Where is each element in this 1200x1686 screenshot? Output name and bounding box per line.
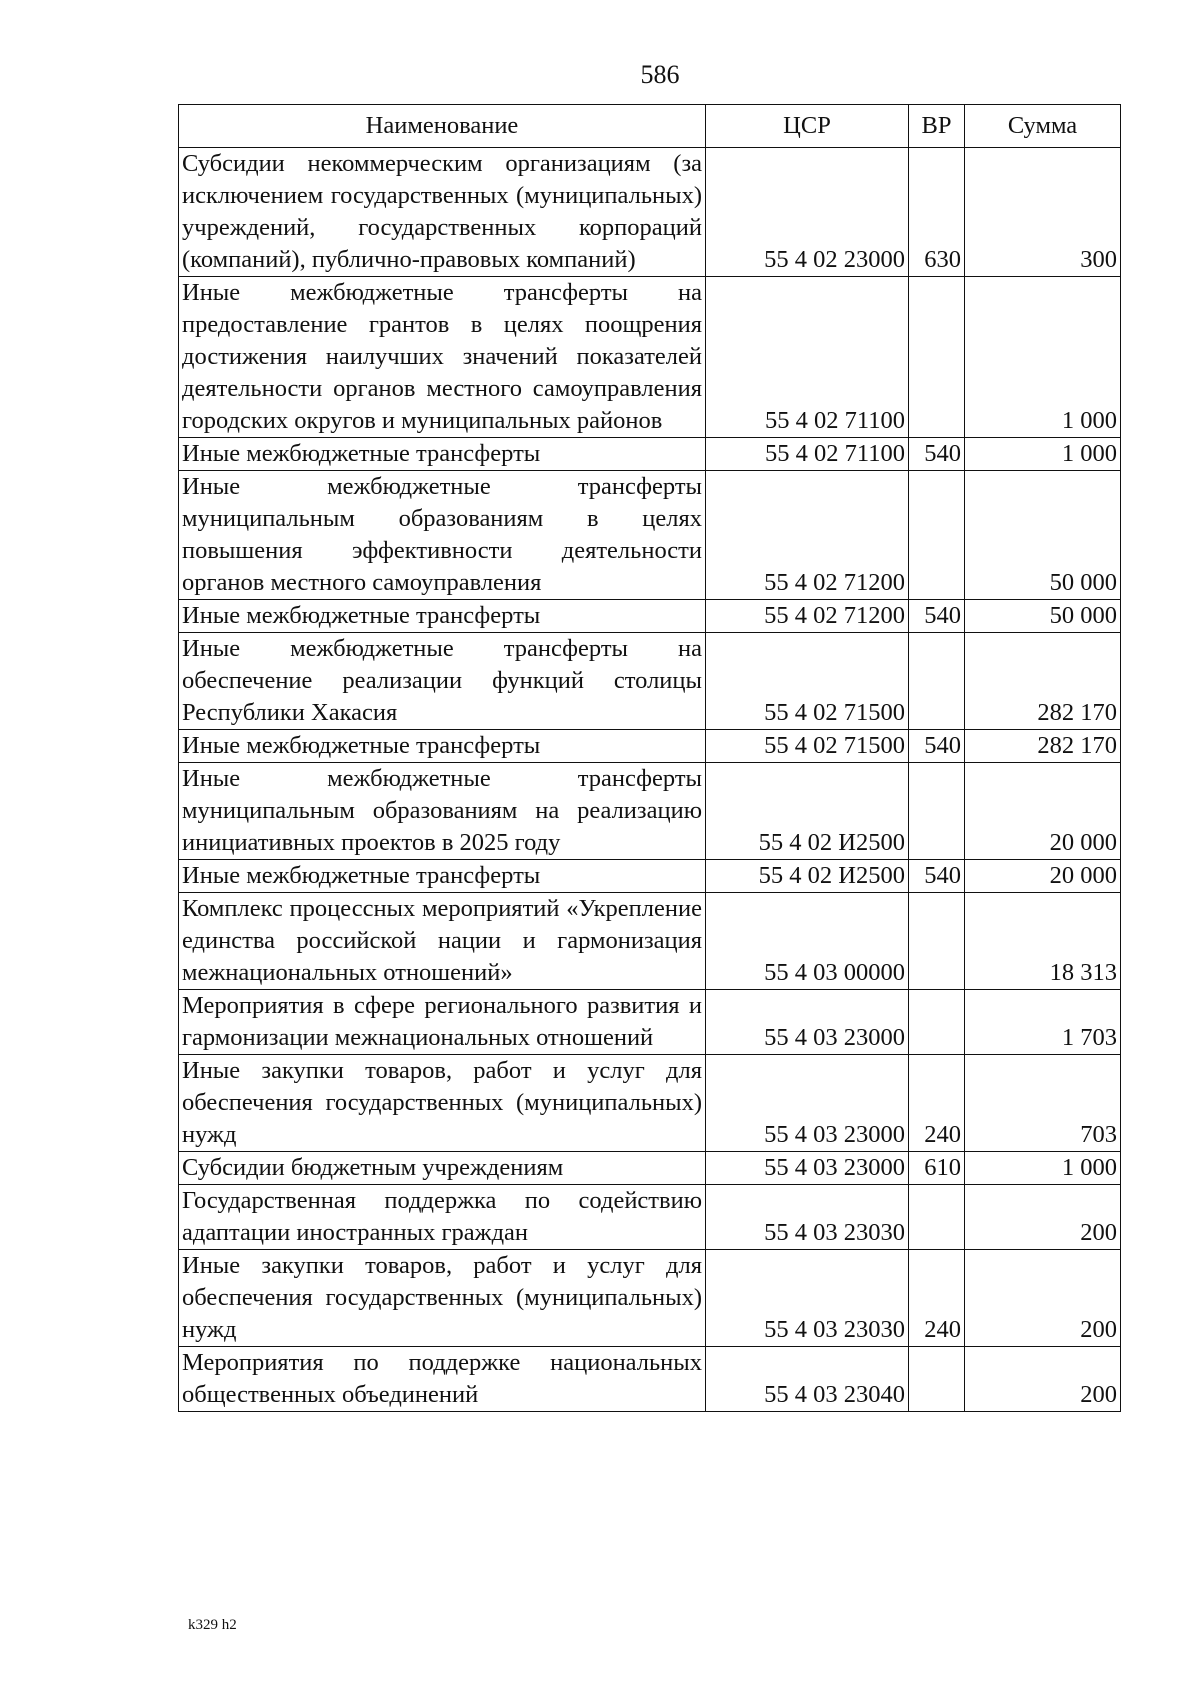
- column-header-csr: ЦСР: [706, 105, 909, 148]
- table-row: [179, 633, 1121, 730]
- table-row: [179, 471, 1121, 600]
- row-sum: 703: [965, 1055, 1121, 1152]
- row-sum: 1 000: [965, 1152, 1121, 1185]
- row-csr: 55 4 03 23000: [706, 990, 909, 1055]
- row-name: Субсидии бюджетным учреждениям: [179, 1152, 706, 1185]
- page-number: 586: [640, 60, 680, 89]
- column-header-name: Наименование: [179, 105, 706, 148]
- table-header-row: [179, 105, 1121, 148]
- row-vr: [909, 471, 965, 600]
- table-row: [179, 893, 1121, 990]
- row-name: Иные межбюджетные трансферты: [179, 730, 706, 763]
- row-vr: [909, 277, 965, 438]
- table-row: [179, 148, 1121, 277]
- table-row: [179, 438, 1121, 471]
- table-row: [179, 1347, 1121, 1412]
- row-name: Иные межбюджетные трансферты муниципальным образованиям в целях повышения эффективности деятельности органов местного самоуправления: [179, 471, 706, 600]
- row-csr: 55 4 02 71100: [706, 277, 909, 438]
- row-csr: 55 4 02 71200: [706, 471, 909, 600]
- row-name: Иные межбюджетные трансферты на обеспечение реализации функций столицы Республики Хакасия: [179, 633, 706, 730]
- table-row: [179, 763, 1121, 860]
- row-name: Иные закупки товаров, работ и услуг для обеспечения государственных (муниципальных) нужд: [179, 1250, 706, 1347]
- row-name: Мероприятия в сфере регионального развития и гармонизации межнациональных отношений: [179, 990, 706, 1055]
- table-row: [179, 1152, 1121, 1185]
- row-name: Иные межбюджетные трансферты: [179, 860, 706, 893]
- row-sum: 300: [965, 148, 1121, 277]
- table-row: [179, 1250, 1121, 1347]
- row-vr: [909, 1347, 965, 1412]
- row-vr: 240: [909, 1055, 965, 1152]
- row-sum: 1 000: [965, 438, 1121, 471]
- row-sum: 200: [965, 1250, 1121, 1347]
- row-sum: 1 703: [965, 990, 1121, 1055]
- row-sum: 20 000: [965, 763, 1121, 860]
- row-sum: 282 170: [965, 633, 1121, 730]
- row-sum: 20 000: [965, 860, 1121, 893]
- row-vr: [909, 1185, 965, 1250]
- row-sum: 200: [965, 1347, 1121, 1412]
- row-name: Иные межбюджетные трансферты муниципальным образованиям на реализацию инициативных проектов в 2025 году: [179, 763, 706, 860]
- row-vr: 540: [909, 730, 965, 763]
- row-sum: 50 000: [965, 471, 1121, 600]
- row-sum: 200: [965, 1185, 1121, 1250]
- row-name: Субсидии некоммерческим организациям (за исключением государственных (муниципальных) учреждений, государственных корпораций (компаний), публично-правовых компаний): [179, 148, 706, 277]
- table-row: [179, 990, 1121, 1055]
- column-header-sum: Сумма: [965, 105, 1121, 148]
- row-csr: 55 4 03 23000: [706, 1152, 909, 1185]
- table-row: [179, 860, 1121, 893]
- row-sum: 1 000: [965, 277, 1121, 438]
- row-sum: 50 000: [965, 600, 1121, 633]
- row-vr: [909, 990, 965, 1055]
- row-vr: [909, 893, 965, 990]
- row-csr: 55 4 03 23030: [706, 1185, 909, 1250]
- row-name: Иные межбюджетные трансферты на предоставление грантов в целях поощрения достижения наилучших значений показателей деятельности органов местного самоуправления городских округов и муниципальных районов: [179, 277, 706, 438]
- row-csr: 55 4 02 И2500: [706, 763, 909, 860]
- row-vr: 540: [909, 438, 965, 471]
- row-vr: 610: [909, 1152, 965, 1185]
- row-vr: 240: [909, 1250, 965, 1347]
- table-row: [179, 1055, 1121, 1152]
- row-vr: 540: [909, 600, 965, 633]
- budget-table: [178, 104, 1121, 1412]
- row-name: Комплекс процессных мероприятий «Укрепление единства российской нации и гармонизация межнациональных отношений»: [179, 893, 706, 990]
- row-csr: 55 4 02 23000: [706, 148, 909, 277]
- row-name: Государственная поддержка по содействию адаптации иностранных граждан: [179, 1185, 706, 1250]
- row-vr: 630: [909, 148, 965, 277]
- row-csr: 55 4 03 23040: [706, 1347, 909, 1412]
- row-csr: 55 4 02 71500: [706, 633, 909, 730]
- row-csr: 55 4 03 00000: [706, 893, 909, 990]
- row-vr: [909, 763, 965, 860]
- row-name: Иные межбюджетные трансферты: [179, 600, 706, 633]
- document-code-footer: k329 h2: [188, 1617, 237, 1633]
- row-vr: 540: [909, 860, 965, 893]
- row-vr: [909, 633, 965, 730]
- row-name: Иные межбюджетные трансферты: [179, 438, 706, 471]
- table-row: [179, 600, 1121, 633]
- table-row: [179, 277, 1121, 438]
- row-csr: 55 4 02 71500: [706, 730, 909, 763]
- row-csr: 55 4 02 71200: [706, 600, 909, 633]
- row-csr: 55 4 03 23000: [706, 1055, 909, 1152]
- row-name: Мероприятия по поддержке национальных общественных объединений: [179, 1347, 706, 1412]
- row-csr: 55 4 02 71100: [706, 438, 909, 471]
- row-csr: 55 4 03 23030: [706, 1250, 909, 1347]
- table-row: [179, 730, 1121, 763]
- row-sum: 282 170: [965, 730, 1121, 763]
- row-csr: 55 4 02 И2500: [706, 860, 909, 893]
- column-header-vr: ВР: [909, 105, 965, 148]
- table-row: [179, 1185, 1121, 1250]
- row-sum: 18 313: [965, 893, 1121, 990]
- row-name: Иные закупки товаров, работ и услуг для обеспечения государственных (муниципальных) нужд: [179, 1055, 706, 1152]
